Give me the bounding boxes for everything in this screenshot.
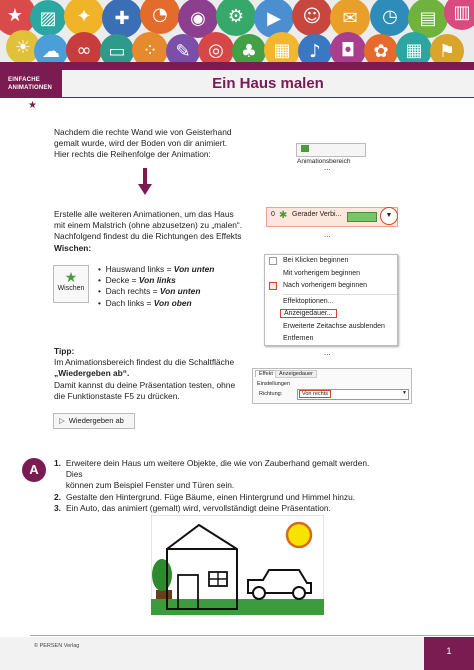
task-line: Erweitere dein Haus um weitere Objekte, die wie von Zauberhand gemalt werden. Dies	[65, 458, 370, 480]
tip-title: Tipp:	[54, 346, 75, 356]
direction-value: Von oben	[153, 297, 192, 308]
grid-icon: ▦	[396, 32, 432, 66]
tree-icon: ♣	[232, 34, 266, 66]
mail-icon: ✉	[330, 0, 370, 38]
task-line: können zum Beispiel Fenster und Türen sein.	[65, 480, 235, 491]
music-icon: ♪	[298, 34, 332, 66]
direction-part: Hauswand links =	[105, 264, 174, 274]
camera-icon: ◉	[178, 0, 218, 38]
play-from-button[interactable]	[53, 413, 135, 429]
menu-item-remove[interactable]	[265, 333, 397, 346]
animation-item[interactable]	[266, 207, 398, 227]
clock-icon: ◷	[370, 0, 410, 36]
timing-bar	[347, 212, 377, 222]
step2-line: Erstelle alle weiteren Animationen, um das Haus	[54, 209, 234, 219]
menu-item-effect-options[interactable]	[265, 296, 397, 309]
doc-icon: ▤	[408, 0, 448, 38]
step2-line: Nachfolgend findest du die Richtungen des Effekts	[54, 231, 242, 242]
menu-item-label: Nach vorherigem beginnen	[283, 282, 368, 289]
ellipsis: ...	[324, 163, 331, 172]
dropdown-button[interactable]	[380, 207, 398, 225]
head-icon: ☺	[292, 0, 332, 36]
pie-chart-icon: ◔	[140, 0, 180, 34]
task-item	[54, 458, 384, 492]
intro-line: Hier rechts die Reihenfolge der Animation:	[54, 149, 211, 160]
task-text: Ein Auto, das animiert (gemalt) wird, vervollständigt deine Präsentation.	[66, 502, 331, 513]
menu-item-label: Effektoptionen...	[283, 297, 334, 305]
menu-item-label: Anzeigedauer...	[280, 309, 337, 318]
direction-item: • Decke = Von links	[98, 275, 176, 286]
bulb-icon: ✦	[64, 0, 104, 36]
step2-line: mit einem Malstrich (ohne abzusetzen) zu „malen“.	[54, 220, 243, 231]
direction-item: • Hauswand links = Von unten	[98, 264, 215, 274]
animation-pane-icon	[301, 145, 309, 152]
gear-icon: ⚙	[216, 0, 256, 36]
menu-item-timing[interactable]	[265, 308, 397, 321]
pencil-icon: ✎	[166, 34, 200, 66]
menu-item-label: Bei Klicken beginnen	[283, 257, 349, 264]
paint-icon: ✿	[364, 34, 398, 66]
menu-item-hide-timeline[interactable]	[265, 321, 397, 334]
direction-label: Richtung:	[259, 391, 283, 397]
tab-effect[interactable]: Effekt	[255, 370, 277, 377]
house-illustration	[151, 515, 324, 615]
effect-label: Wischen	[57, 285, 85, 292]
chevron-down-icon: ▼	[385, 212, 393, 219]
effect-wipe-button[interactable]	[53, 265, 89, 303]
ellipsis: ...	[324, 348, 331, 357]
direction-part: Decke =	[105, 275, 139, 286]
mouse-icon	[269, 257, 277, 265]
title-underline	[62, 97, 474, 98]
effect-dialog	[252, 368, 412, 404]
page-title: Ein Haus malen	[212, 75, 324, 92]
step2-text	[54, 209, 274, 254]
step2-line-bold: Wischen:	[54, 242, 92, 253]
lock-icon: ◘	[330, 32, 366, 66]
direction-value: Von unten	[159, 286, 201, 297]
star-icon: ★	[0, 0, 36, 36]
direction-value: Von links	[138, 275, 176, 286]
direction-select-value: Von rechts	[299, 390, 331, 398]
tip-line-bold: „Wiedergeben ab“.	[54, 368, 130, 379]
animation-item-number: 0	[271, 211, 275, 218]
menu-item-label: Entfernen	[283, 335, 314, 342]
gamepad-icon: ✚	[102, 0, 142, 38]
direction-part: Dach rechts =	[105, 286, 160, 297]
settings-group-label: Einstellungen	[257, 381, 291, 387]
chart-icon: ▥	[444, 0, 474, 30]
task-item	[54, 503, 384, 514]
tip-line: die Funktionstaste F5 zu drücken.	[54, 390, 180, 401]
direction-item: • Dach links = Von oben	[98, 297, 192, 308]
select-arrow-icon: ▼	[402, 390, 407, 396]
category-label: EINFACHE ANIMATIONEN	[0, 70, 62, 98]
dots-icon: ⁘	[132, 32, 168, 66]
direction-list	[98, 264, 258, 309]
publisher: © PERSEN Verlag	[34, 643, 80, 649]
animation-pane-button[interactable]	[296, 143, 366, 165]
ellipsis: ...	[324, 230, 331, 239]
arrow-down-icon	[136, 168, 154, 196]
task-number: 3.	[54, 502, 61, 513]
sun-icon: ☀	[6, 30, 40, 64]
intro-line: gemalt wurde, wird der Boden von dir animiert.	[54, 138, 228, 149]
header-banner	[0, 0, 474, 66]
menu-item-after-previous[interactable]	[265, 280, 397, 293]
target-icon: ◎	[198, 32, 234, 66]
direction-value: Von unten	[173, 264, 215, 274]
animation-item-label: Gerader Verbi...	[292, 211, 342, 218]
glasses-icon: ∞	[66, 32, 102, 66]
cloud-icon: ☁	[34, 34, 68, 66]
monitor-icon: ▭	[100, 34, 134, 66]
picture-icon: ▨	[30, 0, 66, 36]
tip-line: Im Animationsbereich findest du die Schaltfläche	[54, 357, 235, 368]
star-marker-icon: ★	[28, 100, 37, 111]
menu-item-label: Mit vorherigem beginnen	[283, 269, 361, 277]
page-number: 1	[424, 637, 474, 670]
tab-timing[interactable]: Anzeigedauer	[275, 370, 317, 378]
menu-item-with-previous[interactable]	[265, 268, 397, 281]
menu-item-label: Erweiterte Zeitachse ausblenden	[283, 322, 385, 330]
banner-stripe	[0, 62, 474, 70]
task-list	[54, 458, 384, 514]
direction-item: • Dach rechts = Von unten	[98, 286, 201, 297]
task-badge: A	[22, 458, 46, 482]
intro-line: Nachdem die rechte Wand wie von Geisterhand	[54, 127, 232, 137]
tip-text	[54, 346, 254, 402]
menu-divider	[283, 294, 397, 295]
play-icon: ▷	[59, 416, 65, 425]
task-item	[54, 492, 384, 503]
direction-part: Dach links =	[105, 297, 154, 308]
play-icon: ▶	[254, 0, 294, 38]
footer-bar	[0, 637, 474, 670]
menu-item-on-click[interactable]	[265, 255, 397, 268]
tip-line: Damit kannst du deine Präsentation testen, ohne	[54, 379, 236, 390]
wipe-star-icon: ★	[64, 269, 78, 285]
context-menu	[264, 254, 398, 346]
play-from-label: Wiedergeben ab	[68, 416, 124, 425]
task-text: Gestalte den Hintergrund. Füge Bäume, einen Hintergrund und Himmel hinzu.	[66, 491, 356, 502]
footer-divider	[30, 635, 474, 636]
clock-small-icon	[269, 282, 277, 290]
ruler-icon: ▦	[264, 32, 300, 66]
task-number: 2.	[54, 491, 61, 502]
intro-text	[54, 127, 274, 161]
flag-icon: ⚑	[430, 34, 464, 66]
task-text	[66, 458, 384, 492]
green-star-icon: ✱	[279, 210, 288, 221]
direction-select[interactable]	[297, 389, 409, 400]
task-number: 1.	[54, 458, 61, 468]
animation-pane-label: Animationsbereich	[297, 158, 351, 165]
